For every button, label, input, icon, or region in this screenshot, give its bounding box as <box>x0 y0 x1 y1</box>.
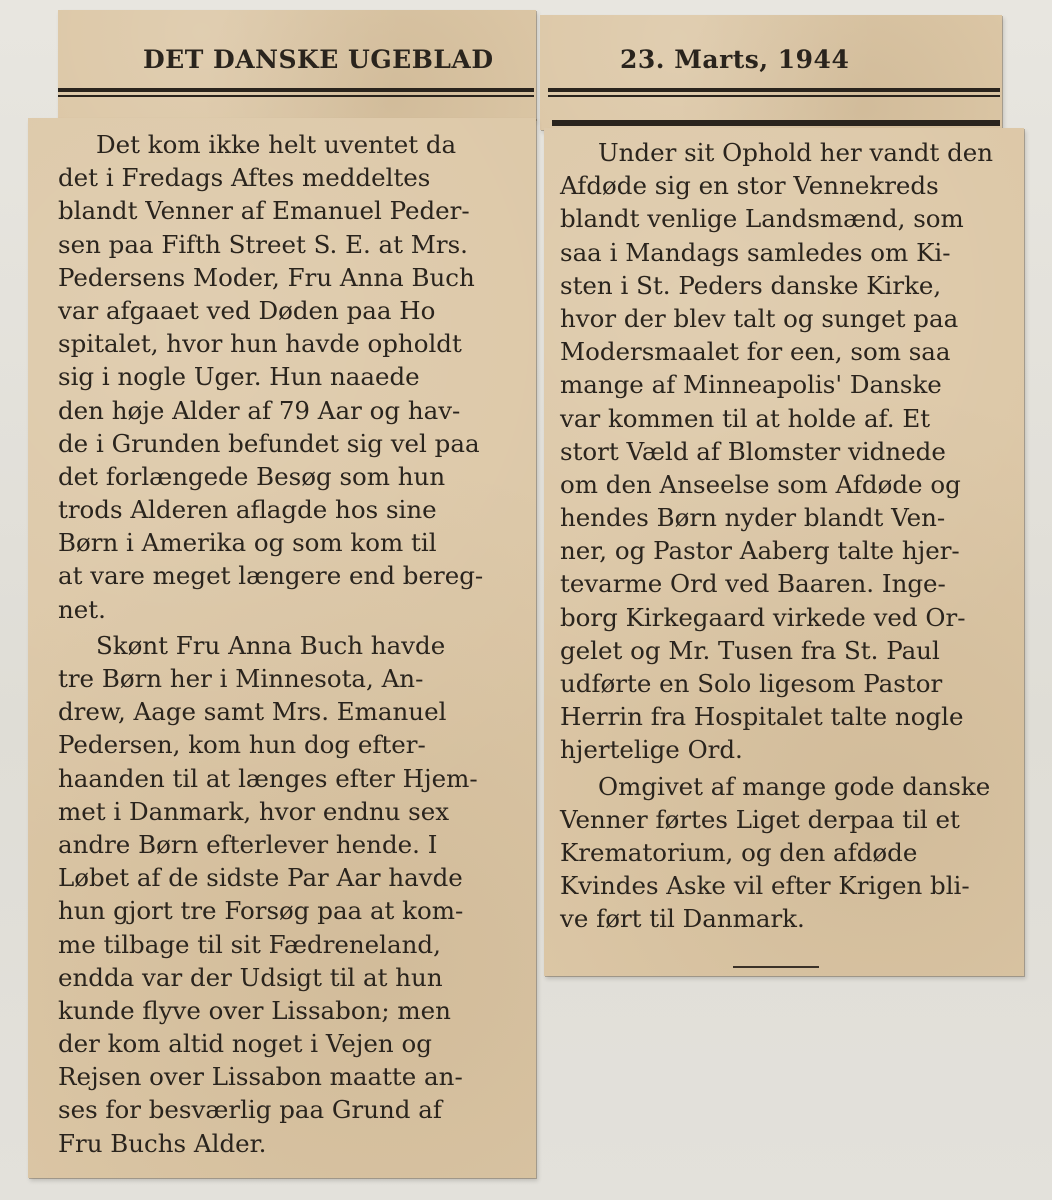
text-line: endda var der Udsigt til at hun <box>58 962 443 992</box>
text-line: Fru Buchs Alder. <box>58 1128 267 1158</box>
text-line: om den Anseelse som Afdøde og <box>560 469 961 499</box>
text-line: saa i Mandags samledes om Ki- <box>560 237 951 267</box>
text-line: ses for besværlig paa Grund af <box>58 1095 442 1125</box>
text-line: at vare meget længere end bereg- <box>58 561 484 591</box>
text-line: udførte en Solo ligesom Pastor <box>560 669 943 698</box>
text-line: ve ført til Danmark. <box>560 904 805 934</box>
article-end-rule <box>733 966 819 968</box>
masthead-rule-right-thin <box>548 95 1000 97</box>
text-line: sig i nogle Uger. Hun naaede <box>58 362 420 392</box>
text-line: den høje Alder af 79 Aar og hav- <box>58 395 461 425</box>
text-line: Pedersens Moder, Fru Anna Buch <box>58 262 475 292</box>
text-line: Pedersen, kom hun dog efter- <box>58 730 426 760</box>
publication-date: 23. Marts, 1944 <box>620 45 850 74</box>
text-line: tre Børn her i Minnesota, An- <box>58 664 424 693</box>
text-line: Afdøde sig en stor Vennekreds <box>560 171 939 201</box>
masthead-rule-left-thick <box>58 88 534 92</box>
text-line: Rejsen over Lissabon maatte an- <box>58 1062 463 1092</box>
text-line: haanden til at længes efter Hjem- <box>58 763 478 793</box>
text-line: Under sit Ophold her vandt den <box>598 138 994 167</box>
text-line: blandt Venner af Emanuel Peder- <box>58 196 470 226</box>
text-line: me tilbage til sit Fædreneland, <box>58 929 441 959</box>
text-line: andre Børn efterlever hende. I <box>58 829 438 859</box>
text-line: met i Danmark, hvor endnu sex <box>58 796 450 826</box>
text-line: Herrin fra Hospitalet talte nogle <box>560 702 964 732</box>
text-line: Venner førtes Liget derpaa til et <box>560 804 960 834</box>
text-line: Krematorium, og den afdøde <box>560 837 918 867</box>
text-line: hun gjort tre Forsøg paa at kom- <box>58 896 464 926</box>
text-line: hjertelige Ord. <box>560 735 743 765</box>
column-top-rule-right <box>552 120 1000 126</box>
text-line: Omgivet af mange gode danske <box>598 771 991 801</box>
text-line: borg Kirkegaard virkede ved Or- <box>560 602 966 632</box>
text-line: hendes Børn nyder blandt Ven- <box>560 503 946 533</box>
text-line: var kommen til at holde af. Et <box>560 403 931 433</box>
text-line: net. <box>58 594 106 624</box>
text-line: gelet og Mr. Tusen fra St. Paul <box>560 635 940 665</box>
text-line: ner, og Pastor Aaberg talte hjer- <box>560 536 960 566</box>
text-line: blandt venlige Landsmænd, som <box>560 204 964 234</box>
text-line: de i Grunden befundet sig vel paa <box>58 428 480 458</box>
text-line: Kvindes Aske vil efter Krigen bli- <box>560 871 970 901</box>
text-line: Det kom ikke helt uventet da <box>96 130 457 159</box>
text-line: hvor der blev talt og sunget paa <box>560 303 959 333</box>
text-line: spitalet, hvor hun havde opholdt <box>58 329 462 359</box>
article-column-right <box>560 136 1022 936</box>
text-line: det forlængede Besøg som hun <box>58 461 446 491</box>
article-column-left <box>58 128 528 1160</box>
text-line: Løbet af de sidste Par Aar havde <box>58 863 463 893</box>
text-line: det i Fredags Aftes meddeltes <box>58 163 431 193</box>
text-line: mange af Minneapolis' Danske <box>560 370 942 400</box>
text-line: drew, Aage samt Mrs. Emanuel <box>58 697 447 727</box>
text-line: kunde flyve over Lissabon; men <box>58 995 451 1025</box>
text-line: der kom altid noget i Vejen og <box>58 1029 432 1059</box>
masthead-rule-right-thick <box>548 88 1000 92</box>
text-line: trods Alderen aflagde hos sine <box>58 495 437 525</box>
text-line: sen paa Fifth Street S. E. at Mrs. <box>58 229 468 259</box>
publication-name: DET DANSKE UGEBLAD <box>143 45 494 74</box>
text-line: tevarme Ord ved Baaren. Inge- <box>560 569 946 599</box>
text-line: stort Væld af Blomster vidnede <box>560 436 946 466</box>
text-line: Skønt Fru Anna Buch havde <box>96 630 446 660</box>
text-line: var afgaaet ved Døden paa Ho <box>58 295 436 325</box>
text-line: Modersmaalet for een, som saa <box>560 337 951 367</box>
text-line: Børn i Amerika og som kom til <box>58 528 437 558</box>
masthead-rule-left-thin <box>58 95 534 97</box>
text-line: sten i St. Peders danske Kirke, <box>560 270 942 300</box>
